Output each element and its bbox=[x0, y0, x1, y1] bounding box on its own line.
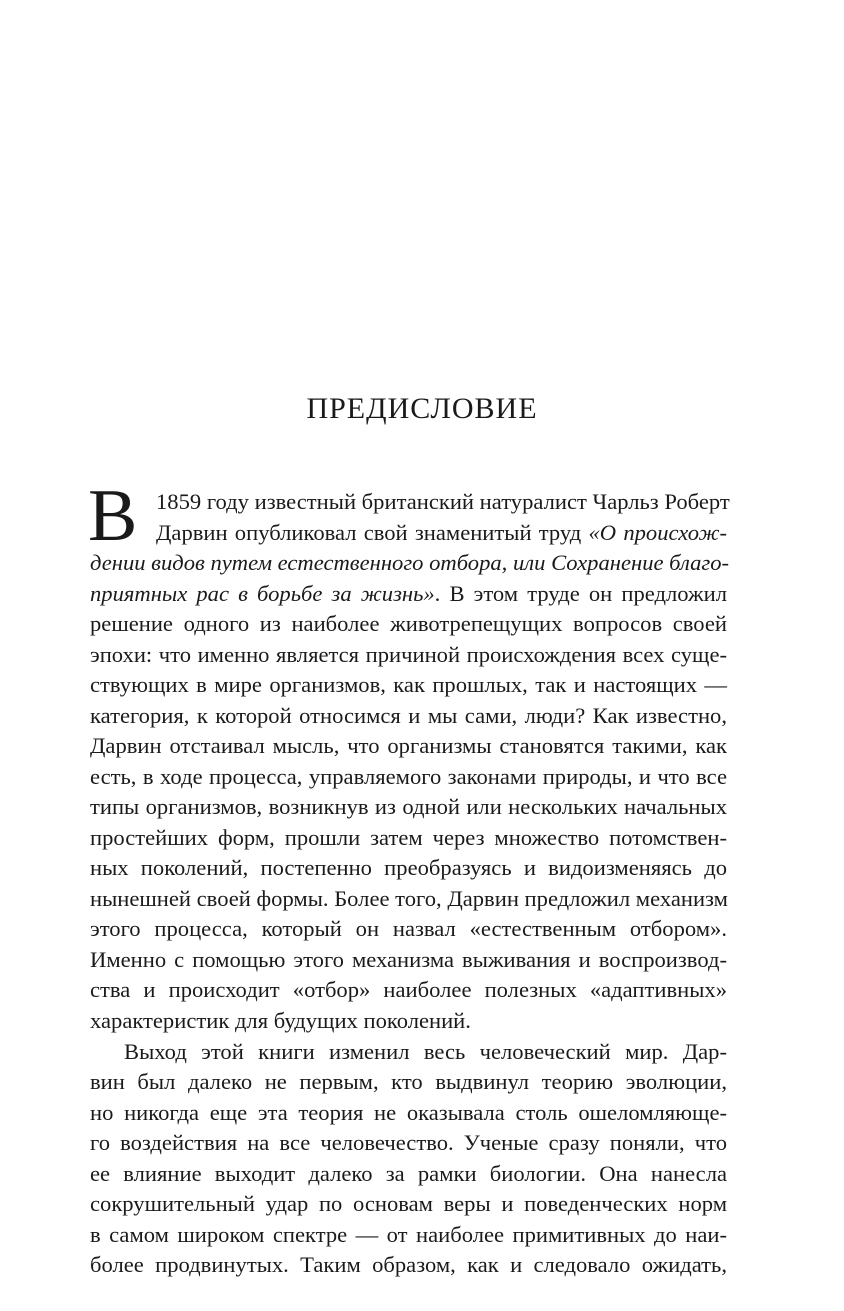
text-fragment: . В этом труде он предложил bbox=[434, 581, 727, 606]
text-line: го воздействия на все человечество. Ученые сразу поняли, что bbox=[90, 1130, 727, 1155]
text-line: ных поколений, постепенно преобразуясь и видоизменяясь до bbox=[90, 855, 727, 880]
text-line: Выход этой книги изменил весь человеческий мир. Дар- bbox=[124, 1039, 727, 1064]
text-line: эпохи: что именно является причиной происхождения всех суще- bbox=[90, 642, 727, 667]
page-title: ПРЕДИСЛОВИЕ bbox=[306, 392, 538, 425]
text-line: 1859 году известный британский натуралист Чарльз Роберт bbox=[156, 489, 730, 514]
text-line-italic bbox=[90, 546, 730, 580]
book-title-fragment: «О происхож- bbox=[588, 520, 727, 545]
text-line: категория, к которой относимся и мы сами, люди? Как известно, bbox=[90, 703, 727, 728]
text-line: ства и происходит «отбор» наиболее полезных «адаптивных» bbox=[90, 977, 727, 1002]
text-line: простейших форм, прошли затем через множество потомствен- bbox=[90, 825, 727, 850]
drop-cap: В bbox=[88, 475, 138, 557]
text-line: этого процесса, который он назвал «естественным отбором». bbox=[90, 916, 727, 941]
book-title-fragment: приятных рас в борьбе за жизнь» bbox=[90, 581, 435, 606]
text-line: вин был далеко не первым, кто выдвинул теорию эволюции, bbox=[90, 1069, 727, 1094]
book-title-fragment: дении видов путем естественного отбора, или Сохранение благо- bbox=[90, 550, 730, 575]
text-line: сокрушительный удар по основам веры и поведенческих норм bbox=[90, 1191, 727, 1216]
text-line: характеристик для будущих поколений. bbox=[90, 1008, 471, 1033]
text-line: но никогда еще эта теория не оказывала столь ошеломляюще- bbox=[90, 1100, 727, 1125]
text-fragment: Дарвин опубликовал свой знаменитый труд bbox=[156, 520, 582, 545]
text-line: в самом широком спектре — от наиболее примитивных до наи- bbox=[90, 1222, 727, 1247]
text-line: решение одного из наиболее животрепещущих вопросов своей bbox=[90, 611, 727, 636]
text-line: ствующих в мире организмов, как прошлых, так и настоящих — bbox=[90, 672, 727, 697]
text-line: ее влияние выходит далеко за рамки биологии. Она нанесла bbox=[90, 1161, 727, 1186]
text-line: более продвинутых. Таким образом, как и следовало ожидать, bbox=[90, 1252, 727, 1277]
text-line: типы организмов, возникнув из одной или нескольких начальных bbox=[90, 794, 727, 819]
text-line-with-title bbox=[156, 516, 727, 550]
text-line: есть, в ходе процесса, управляемого законами природы, и что все bbox=[90, 764, 727, 789]
text-line: Именно с помощью этого механизма выживания и воспроизвод- bbox=[90, 947, 727, 972]
text-line: нынешней своей формы. Более того, Дарвин предложил механизм bbox=[90, 886, 728, 911]
text-line-with-title bbox=[90, 577, 727, 611]
text-line: Дарвин отстаивал мысль, что организмы становятся такими, как bbox=[90, 733, 727, 758]
